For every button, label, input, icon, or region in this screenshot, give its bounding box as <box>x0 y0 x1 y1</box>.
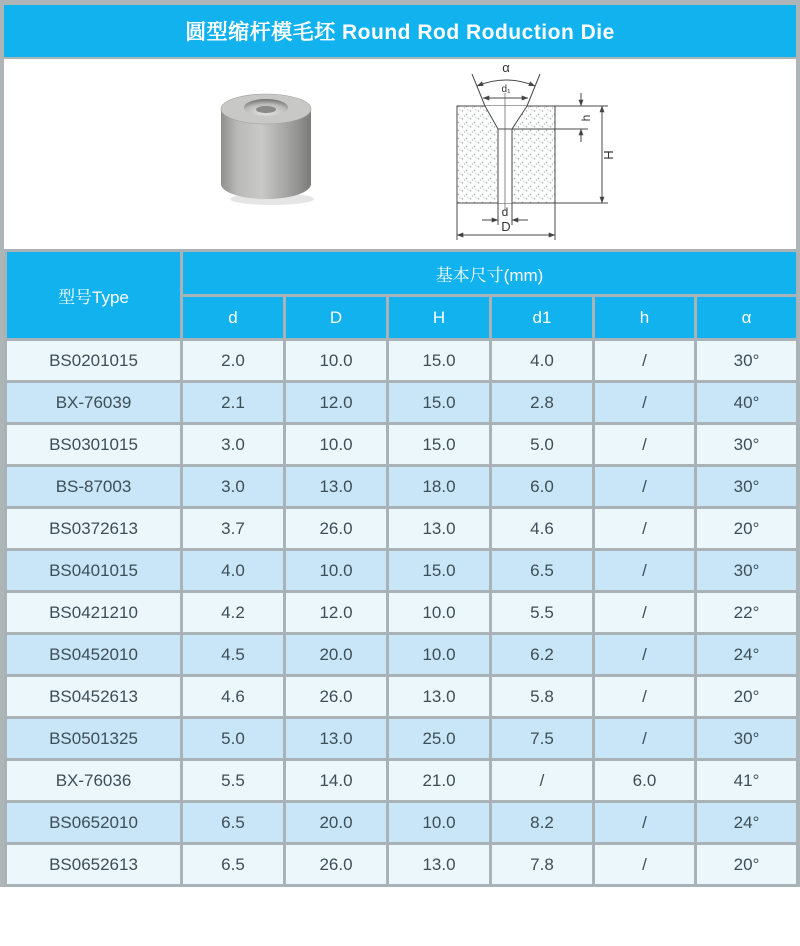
cell-H: 10.0 <box>388 592 491 634</box>
table-row <box>6 424 798 466</box>
cell-type: BS0652010 <box>6 802 182 844</box>
die-3d-render-image <box>214 87 319 209</box>
cell-alpha: 30° <box>696 550 798 592</box>
cell-d: 2.0 <box>182 340 285 382</box>
cell-D: 12.0 <box>285 382 388 424</box>
cell-H: 10.0 <box>388 802 491 844</box>
cell-h: / <box>594 634 696 676</box>
cell-alpha: 30° <box>696 424 798 466</box>
cell-type: BS0501325 <box>6 718 182 760</box>
cell-H: 18.0 <box>388 466 491 508</box>
cell-d: 5.0 <box>182 718 285 760</box>
cell-H: 15.0 <box>388 424 491 466</box>
cell-type: BS-87003 <box>6 466 182 508</box>
table-row <box>6 634 798 676</box>
d1-label: d₁ <box>501 84 511 95</box>
cell-d1: 7.8 <box>491 844 594 886</box>
table-row <box>6 550 798 592</box>
cell-D: 14.0 <box>285 760 388 802</box>
spec-table <box>4 249 799 887</box>
cell-d: 2.1 <box>182 382 285 424</box>
H-label: H <box>601 150 616 160</box>
cell-H: 15.0 <box>388 340 491 382</box>
cell-h: / <box>594 802 696 844</box>
cell-d1: / <box>491 760 594 802</box>
cell-d: 6.5 <box>182 802 285 844</box>
cell-D: 13.0 <box>285 718 388 760</box>
col-header-D: D <box>285 296 388 340</box>
cell-alpha: 24° <box>696 634 798 676</box>
cell-h: / <box>594 466 696 508</box>
cell-d: 4.5 <box>182 634 285 676</box>
spec-table-body <box>6 340 798 886</box>
cell-type: BS0401015 <box>6 550 182 592</box>
cell-d: 3.0 <box>182 424 285 466</box>
figure-panel <box>4 59 796 249</box>
cell-type: BS0652613 <box>6 844 182 886</box>
cell-D: 12.0 <box>285 592 388 634</box>
cell-alpha: 20° <box>696 676 798 718</box>
table-row <box>6 382 798 424</box>
cell-h: 6.0 <box>594 760 696 802</box>
cell-d1: 4.0 <box>491 340 594 382</box>
cell-alpha: 20° <box>696 508 798 550</box>
cell-D: 10.0 <box>285 550 388 592</box>
cell-h: / <box>594 508 696 550</box>
cell-H: 25.0 <box>388 718 491 760</box>
cell-d1: 5.5 <box>491 592 594 634</box>
col-header-d: d <box>182 296 285 340</box>
cell-d: 5.5 <box>182 760 285 802</box>
cell-H: 13.0 <box>388 676 491 718</box>
page-title: 圆型缩杆模毛坯 Round Rod Roduction Die <box>185 21 615 44</box>
table-row <box>6 592 798 634</box>
cell-type: BS0372613 <box>6 508 182 550</box>
cell-d1: 6.0 <box>491 466 594 508</box>
type-column-header: 型号Type <box>6 251 182 340</box>
cell-alpha: 30° <box>696 466 798 508</box>
cell-type: BS0452010 <box>6 634 182 676</box>
cell-d: 6.5 <box>182 844 285 886</box>
cell-H: 21.0 <box>388 760 491 802</box>
cell-d1: 6.2 <box>491 634 594 676</box>
cell-alpha: 30° <box>696 340 798 382</box>
cell-h: / <box>594 844 696 886</box>
cell-d1: 7.5 <box>491 718 594 760</box>
cell-alpha: 20° <box>696 844 798 886</box>
cell-h: / <box>594 382 696 424</box>
cell-type: BX-76036 <box>6 760 182 802</box>
cell-d1: 5.0 <box>491 424 594 466</box>
table-row <box>6 508 798 550</box>
cell-d: 4.2 <box>182 592 285 634</box>
cell-alpha: 22° <box>696 592 798 634</box>
cell-d1: 2.8 <box>491 382 594 424</box>
cell-D: 10.0 <box>285 340 388 382</box>
cell-D: 26.0 <box>285 508 388 550</box>
dimensions-group-header: 基本尺寸(mm) <box>182 251 798 296</box>
cell-d: 4.0 <box>182 550 285 592</box>
cell-d1: 5.8 <box>491 676 594 718</box>
table-row <box>6 718 798 760</box>
table-row <box>6 676 798 718</box>
cell-D: 20.0 <box>285 802 388 844</box>
cell-D: 26.0 <box>285 844 388 886</box>
cell-type: BX-76039 <box>6 382 182 424</box>
cell-alpha: 40° <box>696 382 798 424</box>
h-label: h <box>579 114 593 122</box>
cell-alpha: 24° <box>696 802 798 844</box>
cell-d: 4.6 <box>182 676 285 718</box>
title-bar <box>4 5 796 57</box>
cell-D: 20.0 <box>285 634 388 676</box>
col-header-alpha: α <box>696 296 798 340</box>
cell-H: 10.0 <box>388 634 491 676</box>
D-label: D <box>501 219 511 234</box>
table-row <box>6 340 798 382</box>
cell-d1: 8.2 <box>491 802 594 844</box>
cell-D: 13.0 <box>285 466 388 508</box>
cell-H: 15.0 <box>388 550 491 592</box>
cell-D: 10.0 <box>285 424 388 466</box>
cell-h: / <box>594 676 696 718</box>
col-header-d1: d1 <box>491 296 594 340</box>
cell-H: 13.0 <box>388 844 491 886</box>
table-row <box>6 760 798 802</box>
cell-D: 26.0 <box>285 676 388 718</box>
cell-h: / <box>594 592 696 634</box>
table-row <box>6 466 798 508</box>
cell-H: 15.0 <box>388 382 491 424</box>
cell-type: BS0452613 <box>6 676 182 718</box>
cell-alpha: 41° <box>696 760 798 802</box>
cell-d1: 4.6 <box>491 508 594 550</box>
cell-d: 3.0 <box>182 466 285 508</box>
alpha-label: α <box>502 61 510 75</box>
col-header-h: h <box>594 296 696 340</box>
cell-alpha: 30° <box>696 718 798 760</box>
cell-d1: 6.5 <box>491 550 594 592</box>
cell-type: BS0301015 <box>6 424 182 466</box>
cell-type: BS0201015 <box>6 340 182 382</box>
cell-H: 13.0 <box>388 508 491 550</box>
d-label: d <box>501 205 509 219</box>
cell-d: 3.7 <box>182 508 285 550</box>
table-row <box>6 802 798 844</box>
cell-h: / <box>594 718 696 760</box>
col-header-H: H <box>388 296 491 340</box>
cell-h: / <box>594 424 696 466</box>
spec-table-header <box>6 251 798 340</box>
die-bore-hole <box>256 106 276 113</box>
cell-h: / <box>594 340 696 382</box>
cell-type: BS0421210 <box>6 592 182 634</box>
cell-h: / <box>594 550 696 592</box>
table-row <box>6 844 798 886</box>
die-dimension-diagram <box>437 61 652 247</box>
